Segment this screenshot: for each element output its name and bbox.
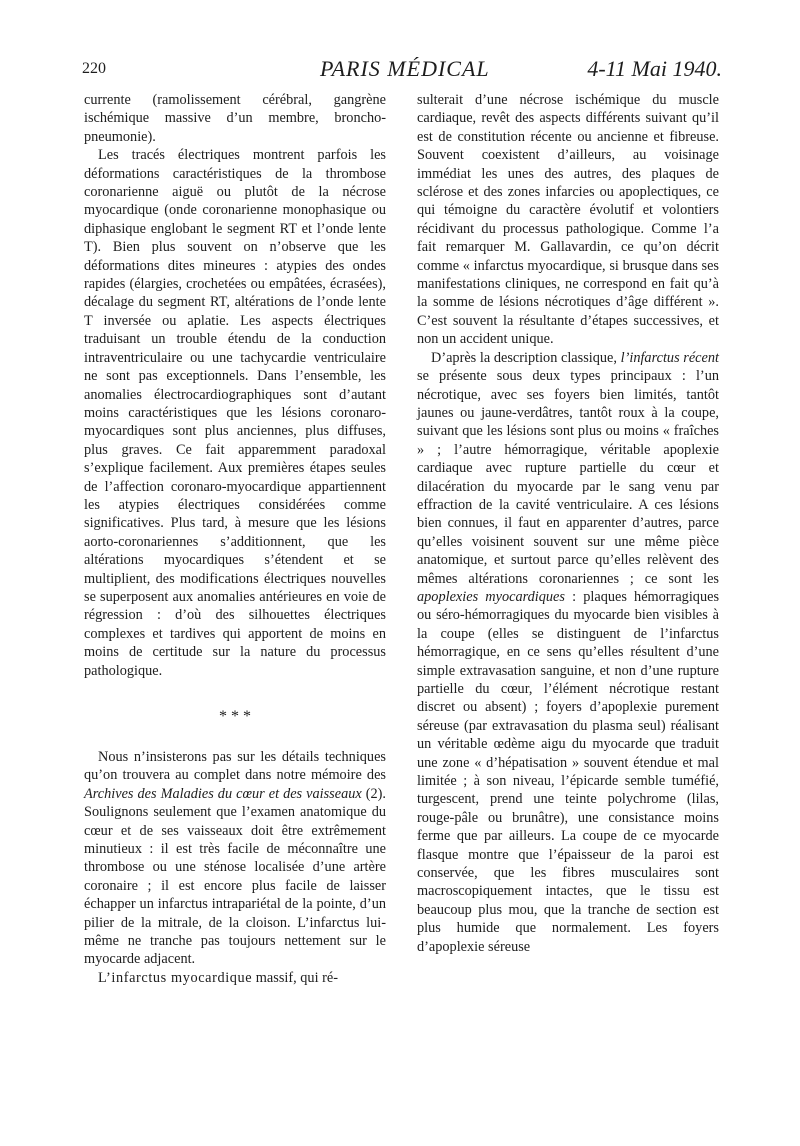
right-paragraph-1: sulterait d’une nécrose ischémique du muscle cardiaque, revêt des aspects différents suivant qu’il est de constitution récente ou ancienne et fibreuse. Souvent coexistent d’ailleurs, au voisinage immédiat les unes des autres, des plaques de sclérose et des zones infarcies ou apoplectiques, ce qui témoigne du caractère évolutif et volontiers récidivant du processus pathologique. Comme l’a fait remarquer M. Gallavardin, ce qu’on décrit comme « infarctus myocardique, si brusque dans ses manifestations cliniques, ne correspond en fait qu’à la somme de lésions nécrotiques d’âge différent ». C’est souvent la résultante d’étapes successives, et non un accident unique.: [417, 92, 719, 348]
right-column: [417, 91, 719, 956]
right-paragraph-2: [417, 349, 719, 956]
right-paragraph-2-text-b: se présente sous deux types principaux : l’un nécrotique, avec ses foyers bien limités, tantôt jaunes ou jaune-verdâtres, tantôt roux à la coupe, suivant que les lésions sont plus ou moins « fraîches » ; l’autre hémorragique, véritable apoplexie cardiaque avec rupture partielle du cœur et dilacération du myocarde par le sang venu par effraction de la cavité ventriculaire. A ces lésions bien connues, il faut en apparenter d’autres, parce qu’elles voisinent souvent sur une même pièce anatomique, et surtout parce qu’elles relèvent des mêmes altérations coronariennes ; ce sont les: [417, 368, 719, 587]
infarctus-recent-term: l’infarctus récent: [620, 349, 719, 366]
left-paragraph-3: [84, 748, 386, 969]
page-number: 220: [82, 60, 106, 77]
left-paragraph-4: [84, 969, 386, 987]
left-column: [84, 91, 386, 987]
left-paragraph-4-text: massif, qui ré-: [252, 969, 338, 986]
left-paragraph-1: currente (ramolissement cérébral, gangrène ischémique massive d’un membre, broncho-pneumonie).: [84, 92, 386, 145]
archives-journal-title: Archives des Maladies du cœur et des vaisseaux: [84, 785, 362, 802]
page-header: [82, 56, 722, 86]
left-paragraph-2: Les tracés électriques montrent parfois les déformations caractéristiques de la thrombose coronarienne aiguë ou plutôt de la nécrose myocardique (onde coronarienne monophasique ou diphasique englobant le segment RT et l’onde lente T). Bien plus souvent on n’observe que les déformations dites mineures : atypies des ondes rapides (élargies, crochetées ou empâtées, écrasées), décalage du segment RT, altérations de l’onde lente T inversée ou aplatie. Les aspects électriques traduisant un trouble étendu de la conduction intraventriculaire ou une tachycardie ventriculaire ne sont pas exceptionnels. Dans l’ensemble, les anomalies électrocardiographiques sont d’autant moins caractéristiques que les lésions coronaro-myocardiques sont plus anciennes, plus diffuses, plus graves. Ce fait apparemment paradoxal s’explique facilement. Aux premières étapes seules de l’affection coronaro-myocardique appartiennent les atypies électriques considérées comme significatives. Plus tard, à mesure que les lésions aorto-coronariennes s’additionnent, que les altérations myocardiques s’étendent et se multiplient, des modifications électriques nouvelles se superposent aux anomalies antérieures en voie de régression : d’où des silhouettes électriques complexes et tardives qui apportent de moins en moins de certitude sur la nature du processus pathologique.: [84, 147, 386, 679]
issue-date: 4-11 Mai 1940.: [587, 56, 722, 81]
section-asterism: * * *: [219, 708, 251, 725]
right-paragraph-2-text-a: D’après la description classique,: [431, 349, 621, 366]
apoplexies-term: apoplexies myocardiques: [417, 588, 565, 605]
journal-title: PARIS MÉDICAL: [320, 56, 490, 81]
right-paragraph-2-text-c: : plaques hémorragiques ou séro-hémorragiques du myocarde bien visibles à la coupe (elles se distinguent de l’infarctus hémorragique, en ce sens qu’elles résultent d’une simple extravasation sanguine, et non d’une rupture partielle du cœur, l’élément nécrotique restant discret ou absent) ; foyers d’apoplexie purement séreuse (par extravasation du plasma seul) réalisant un véritable œdème aigu du myocarde que traduit une zone « d’hépatisation » souvent étendue et mal limitée ; à son niveau, l’épicarde semble tuméfié, turgescent, prend une teinte polychrome (lilas, rouge-pâle ou brunâtre), une consistance moins ferme que par ailleurs. La coupe de ce myocarde flasque montre que l’épaisseur de la paroi est conservée, que les fibres musculaires sont macroscopiquement intactes, que le tissu est beaucoup plus mou, que la tranche de section est plus humide que normalement. Les foyers d’apoplexie séreuse: [417, 588, 720, 955]
infarctus-heading: L’infarctus myocardique: [98, 969, 253, 986]
left-paragraph-3-text-a: Nous n’insisterons pas sur les détails techniques qu’on trouvera au complet dans notre mémoire des: [84, 749, 386, 784]
left-paragraph-3-text-b: (2). Soulignons seulement que l’examen anatomique du cœur et de ses vaisseaux doit être extrêmement minutieux : il est très facile de méconnaître une thrombose ou une sténose localisée d’une artère coronaire ; il est encore plus facile de laisser échapper un infarctus intrapariétal de la pointe, d’un pilier de la mitrale, de la cloison. L’infarctus lui-même ne tranche pas toujours nettement sur le myocarde adjacent.: [84, 785, 386, 968]
